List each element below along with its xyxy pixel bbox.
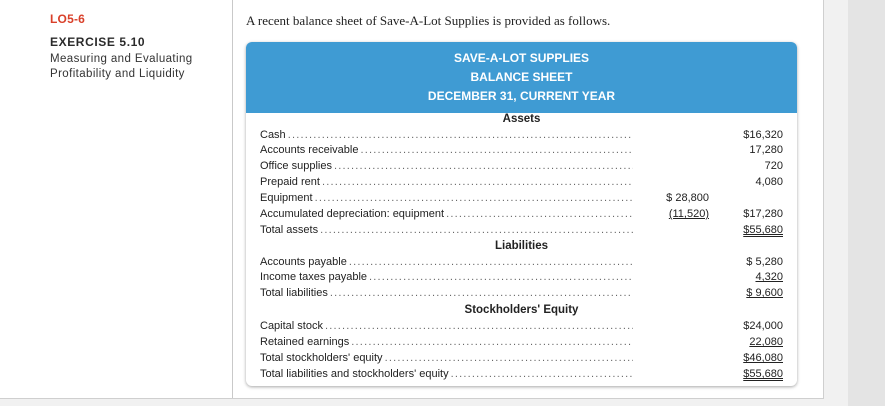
row-amount: $ 9,600 xyxy=(746,287,783,299)
row-label: Total assets ..... xyxy=(260,224,633,236)
row-label: Equipment ..... xyxy=(260,192,633,204)
row-label: Retained earnings ..... xyxy=(260,336,633,348)
row-label: Total liabilities and stockholders' equity ..... xyxy=(260,368,633,380)
table-row xyxy=(246,336,797,350)
table-row xyxy=(246,271,797,285)
row-label: Cash ..... xyxy=(260,129,633,141)
row-subamount: (11,520) xyxy=(668,208,709,220)
exercise-subtitle-line2: Profitability and Liquidity xyxy=(50,68,185,80)
table-row xyxy=(246,144,797,158)
company-name: SAVE-A-LOT SUPPLIES xyxy=(453,51,590,65)
table-row xyxy=(246,129,797,143)
table-row xyxy=(246,320,797,334)
row-amount: $24,000 xyxy=(743,320,783,332)
row-amount: $55,680 xyxy=(743,368,783,380)
row-amount: $17,280 xyxy=(743,208,783,220)
column-divider xyxy=(232,0,233,398)
row-amount: 4,080 xyxy=(755,176,783,188)
section-liabilities: Liabilities xyxy=(494,240,549,252)
row-label: Income taxes payable ..... xyxy=(260,271,633,283)
row-label: Prepaid rent ..... xyxy=(260,176,633,188)
balance-sheet-card xyxy=(246,42,797,386)
row-amount: 22,080 xyxy=(749,336,783,348)
row-amount: $16,320 xyxy=(743,129,783,141)
table-row xyxy=(246,176,797,190)
section-assets: Assets xyxy=(502,113,541,125)
row-amount: 720 xyxy=(764,160,783,172)
row-subamount: $ 28,800 xyxy=(666,192,709,204)
statement-title: BALANCE SHEET xyxy=(470,70,573,84)
row-label: Office supplies ..... xyxy=(260,160,633,172)
exercise-sidebar xyxy=(50,12,230,82)
row-label: Accounts receivable ..... xyxy=(260,144,633,156)
statement-date: DECEMBER 31, CURRENT YEAR xyxy=(427,89,616,103)
table-row xyxy=(246,208,797,222)
balance-sheet-header xyxy=(246,42,797,113)
row-label: Total stockholders' equity ..... xyxy=(260,352,633,364)
table-row-total xyxy=(246,287,797,301)
exercise-subtitle xyxy=(50,52,230,82)
row-label: Accounts payable ..... xyxy=(260,256,633,268)
learning-objective-code: LO5-6 xyxy=(50,12,86,26)
table-row xyxy=(246,160,797,174)
row-amount: $46,080 xyxy=(743,352,783,364)
exercise-title: EXERCISE 5.10 xyxy=(50,35,146,49)
row-label: Accumulated depreciation: equipment ..... xyxy=(260,208,633,220)
table-row xyxy=(246,256,797,270)
section-equity: Stockholders' Equity xyxy=(464,304,579,316)
table-row-total xyxy=(246,352,797,366)
table-row xyxy=(246,192,797,206)
scrollbar-track[interactable] xyxy=(848,0,885,406)
row-amount: $55,680 xyxy=(743,224,783,236)
intro-text: A recent balance sheet of Save-A-Lot Supplies is provided as follows. xyxy=(246,13,611,28)
row-amount: 4,320 xyxy=(755,271,783,283)
table-row-total xyxy=(246,368,797,382)
row-amount: 17,280 xyxy=(749,144,783,156)
row-label: Capital stock ..... xyxy=(260,320,633,332)
table-row-total xyxy=(246,224,797,238)
exercise-subtitle-line1: Measuring and Evaluating xyxy=(50,53,193,65)
row-amount: $ 5,280 xyxy=(746,256,783,268)
row-label: Total liabilities ..... xyxy=(260,287,633,299)
